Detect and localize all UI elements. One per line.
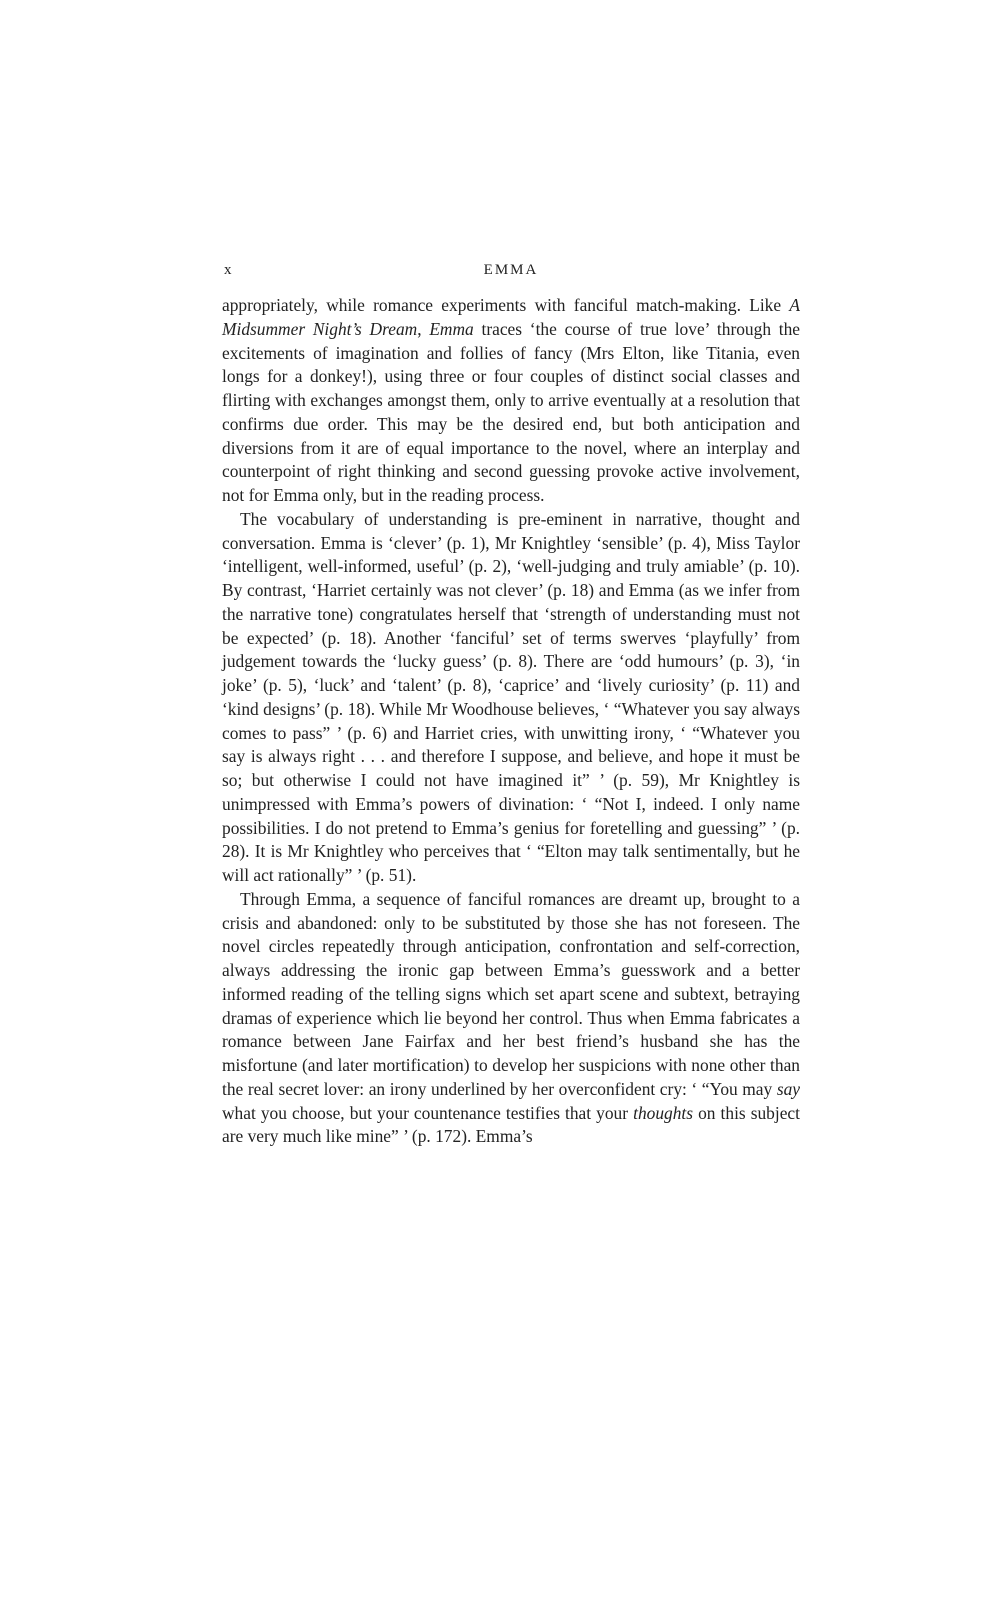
- italic-title: A Midsummer Night’s Dream: [222, 295, 800, 339]
- italic-emphasis: thoughts: [633, 1102, 694, 1123]
- italic-title: Emma: [429, 318, 474, 339]
- page-header: [222, 262, 800, 284]
- text-run: traces ‘the course of true love’ through the excitements of imagination and follies of fancy (Mrs Elton, like Titania, even longs for a donkey!), using three or four couples of distinct social classes and flirting with exchanges amongst them, only to arrive eventually at a resolution that confirms due order. This may be the desired end, but both anticipation and diversions from it are of equal importance to the novel, where an interplay and counterpoint of right thinking and second guessing provoke active involvement, not for Emma only, but in the reading process.: [222, 318, 801, 505]
- text-run: The vocabulary of understanding is pre-eminent in narrative, thought and conversation. Emma is ‘clever’ (p. 1), Mr Knightley ‘sensible’ (p. 4), Miss Taylor ‘intelligent, well-informed, useful’ (p. 2), ‘well-judging and truly amiable’ (p. 10). By contrast, ‘Harriet certainly was not clever’ (p. 18) and Emma (as we infer from the narrative tone) congratulates herself that ‘strength of understanding must not be expected’ (p. 18). Another ‘fanciful’ set of terms swerves ‘playfully’ from judgement towards the ‘lucky guess’ (p. 8). There are ‘odd humours’ (p. 3), ‘in joke’ (p. 5), ‘luck’ and ‘talent’ (p. 8), ‘caprice’ and ‘lively curiosity’ (p. 11) and ‘kind designs’ (p. 18). While Mr Woodhouse believes, ‘ “Whatever you say always comes to pass” ’ (p. 6) and Harriet cries, with unwitting irony, ‘ “Whatever you say is always right . . . and therefore I suppose, and believe, and hope it must be so; but otherwise I could not have imagined it” ’ (p. 59), Mr Knightley is unimpressed with Emma’s powers of divination: ‘ “Not I, indeed. I only name possibilities. I do not pretend to Emma’s genius for foretelling and guessing” ’ (p. 28). It is Mr Knightley who perceives that ‘ “Elton may talk sentimentally, but he will act rationally” ’ (p. 51).: [222, 508, 800, 885]
- page-number: x: [224, 262, 233, 278]
- paragraph-2: [222, 508, 800, 888]
- paragraph-1: [222, 294, 800, 508]
- italic-emphasis: say: [776, 1078, 800, 1099]
- body-text: [222, 294, 800, 1149]
- text-run: appropriately, while romance experiments with fanciful match-making. Like: [222, 295, 790, 315]
- text-run: Through Emma, a sequence of fanciful romances are dreamt up, brought to a crisis and abandoned: only to be substituted by those she has not foreseen. The novel circles repeatedly through anticipation, confrontation and self-correction, always addressing the ironic gap between Emma’s guesswork and a better informed reading of the telling signs which set apart scene and subtext, betraying dramas of experience which lie beyond her control. Thus when Emma fabricates a romance between Jane Fairfax and her best friend’s husband she has the misfortune (and later mortification) to develop her suspicions with none other than the real secret lover: an irony underlined by her overconfident cry: ‘ “You may: [222, 888, 800, 1099]
- text-run: ,: [417, 318, 430, 339]
- paragraph-3: [222, 888, 800, 1149]
- text-run: what you choose, but your countenance testifies that your: [222, 1102, 634, 1123]
- running-head: EMMA: [483, 262, 539, 278]
- text-run: on this subject are very much like mine” ’ (p. 172). Emma’s: [222, 1102, 800, 1147]
